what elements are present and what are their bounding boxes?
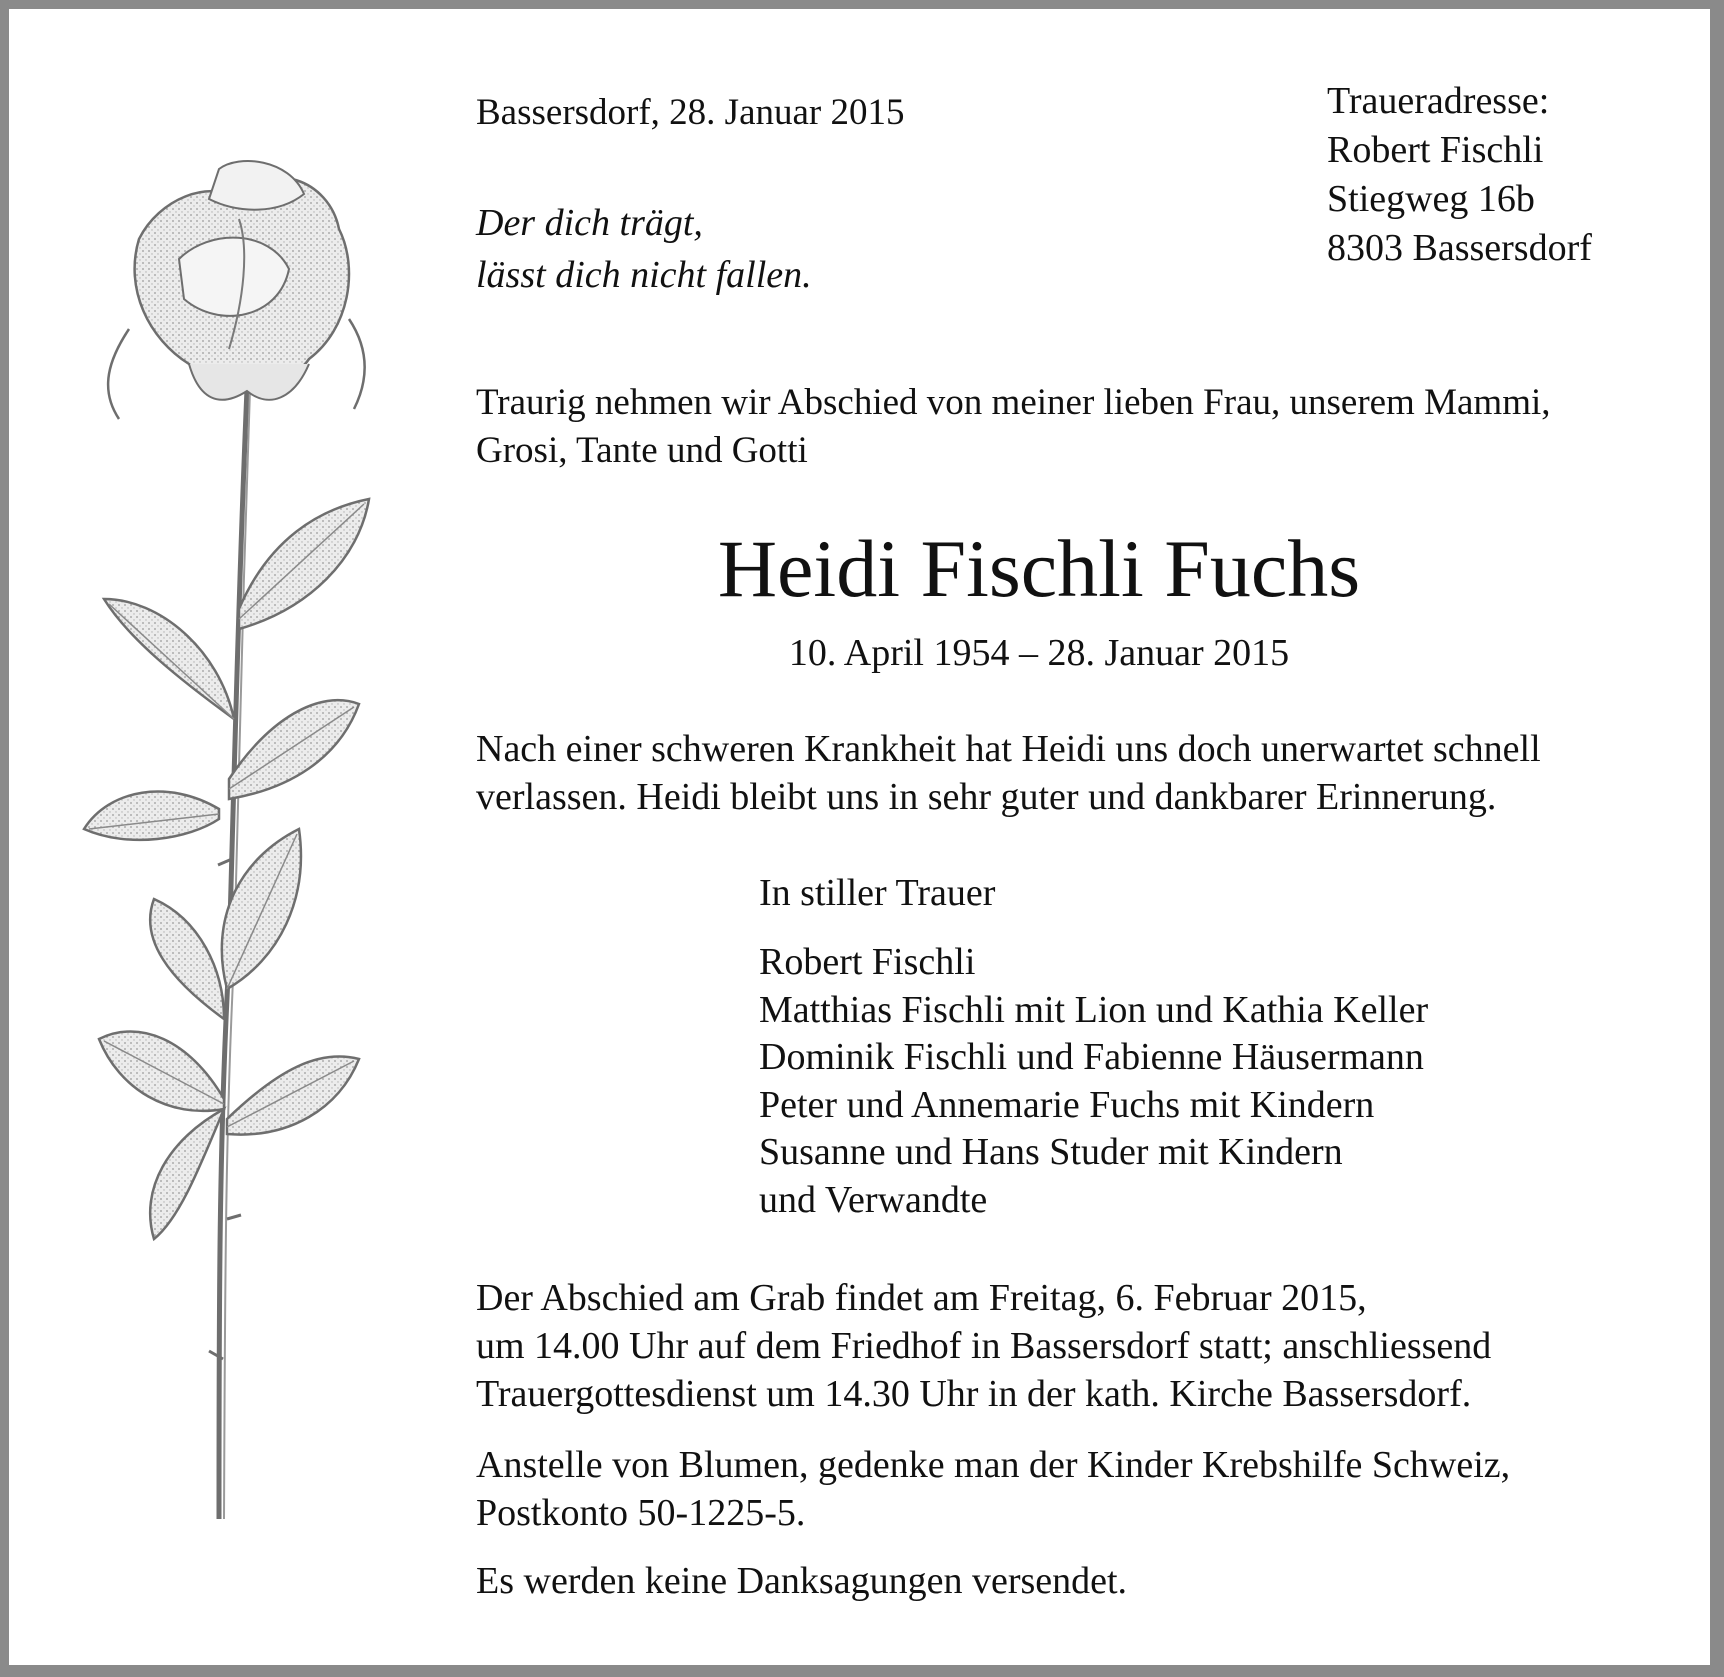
address-name: Robert Fischli — [1327, 129, 1544, 171]
rose-illustration — [69, 159, 409, 1539]
motto-line: Der dich trägt, — [476, 202, 703, 244]
mourner-item: Dominik Fischli und Fabienne Häusermann — [759, 1036, 1424, 1078]
address-label: Traueradresse: — [1327, 80, 1550, 122]
intro-text — [476, 379, 1551, 475]
mourner-item: Matthias Fischli mit Lion und Kathia Keller — [759, 988, 1429, 1031]
message-line: verlassen. Heidi bleibt uns in sehr guter und dankbarer Erinnerung. — [476, 776, 1497, 818]
place-date: Bassersdorf, 28. Januar 2015 — [476, 92, 905, 133]
mourner-item: Susanne und Hans Studer mit Kindern — [759, 1131, 1343, 1173]
message-text — [476, 725, 1541, 821]
mourner-item: Robert Fischli — [759, 941, 976, 983]
motto — [476, 197, 812, 301]
mourner-item: Peter und Annemarie Fuchs mit Kindern — [759, 1083, 1375, 1126]
intro-line: Traurig nehmen wir Abschied von meiner lieben Frau, unserem Mammi, — [476, 382, 1551, 423]
donation-line: Postkonto 50-1225-5. — [476, 1492, 806, 1534]
mourners-list — [759, 939, 1428, 1224]
ceremony-line: Trauergottesdienst um 14.30 Uhr in der kath. Kirche Bassersdorf. — [476, 1373, 1472, 1415]
ceremony-line: Der Abschied am Grab findet am Freitag, 6. Februar 2015, — [476, 1277, 1367, 1319]
ceremony-line: um 14.00 Uhr auf dem Friedhof in Bassersdorf statt; anschliessend — [476, 1325, 1492, 1367]
mourning-label: In stiller Trauer — [759, 872, 996, 914]
rose-bloom — [108, 161, 365, 419]
donation-info — [476, 1441, 1510, 1537]
life-dates: 10. April 1954 – 28. Januar 2015 — [788, 632, 1290, 674]
message-line: Nach einer schweren Krankheit hat Heidi uns doch unerwartet schnell — [476, 728, 1541, 770]
deceased-name: Heidi Fischli Fuchs — [717, 523, 1361, 614]
donation-line: Anstelle von Blumen, gedenke man der Kinder Krebshilfe Schweiz, — [476, 1444, 1511, 1486]
address-street: Stiegweg 16b — [1327, 178, 1535, 220]
mourning-address — [1327, 77, 1592, 273]
mourner-item: und Verwandte — [759, 1178, 988, 1221]
intro-line: Grosi, Tante und Gotti — [476, 430, 808, 471]
ceremony-info — [476, 1274, 1491, 1418]
closing-note: Es werden keine Danksagungen versendet. — [476, 1560, 1128, 1602]
address-city: 8303 Bassersdorf — [1327, 227, 1592, 269]
motto-line: lässt dich nicht fallen. — [476, 254, 812, 296]
